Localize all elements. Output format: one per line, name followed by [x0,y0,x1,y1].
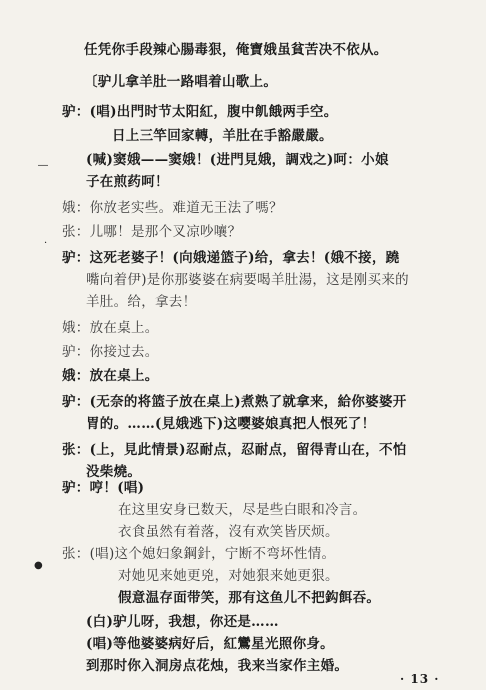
dialogue-line: 驴：你接过去。 [62,344,159,360]
dialogue-line: 驴：(唱)出門时节太阳紅，腹中飢餓两手空。 [62,104,338,120]
verse-line: 衣食虽然有着落，沒有欢笑皆厌烦。 [118,524,339,540]
dialogue-line: 张：(唱)这个媳妇象鋼針，宁断不弯坏性情。 [62,546,336,562]
text-line: (白)驴儿呀，我想，你还是…… [86,614,279,630]
page-number: · 13 · [400,672,440,686]
text-line: 羊肚。给，拿去！ [86,294,197,310]
margin-tick-mark: · [44,238,48,249]
dialogue-line: 张：(上，見此情景)忍耐点，忍耐点，留得青山在，不怕 [62,442,407,458]
dialogue-line: 驴：哼！(唱) [62,480,145,496]
verse-line: 在这里安身已数天，尽是些白眼和冷言。 [118,502,367,518]
stage-direction: 〔驴儿拿羊肚一路唱着山歌上。 [84,74,278,90]
text-line: 到那时你入洞房点花烛，我来当家作主婚。 [86,658,349,674]
dialogue-line: 娥：放在桌上。 [62,320,159,336]
dialogue-line: 娥：放在桌上。 [62,368,159,384]
margin-dot-mark: ● [34,560,43,571]
margin-tick-mark: ― [38,160,48,171]
dialogue-line: 驴：(无奈的将篮子放在桌上)煮熟了就拿来，給你婆婆开 [62,394,407,410]
dialogue-line: 驴：这死老婆子！(向娥递篮子)给，拿去！(娥不接，蹺 [62,250,400,266]
text-line: (喊)窦娥——窦娥！(进門見娥，調戏之)呵：小娘 [86,152,389,168]
verse-line: 假意温存面带笑，那有这鱼儿不把鈎餌吞。 [118,590,381,606]
text-line: 胃的。……(見娥逃下)这嘤婆娘真把人恨死了！ [86,416,376,432]
text-line: 子在煎药呵！ [86,174,169,190]
text-line: (唱)等他婆婆病好后，紅鸞星光照你身。 [86,636,334,652]
text-line: 没柴燒。 [86,464,142,480]
text-line: 嘴向着伊)是你那婆婆在病要喝羊肚湯，这是刚买来的 [86,272,409,288]
text-line: 日上三竿回家轉，羊肚在手豁嚴嚴。 [112,128,333,144]
text-line: 任凭你手段辣心腸毒狠，俺寶娥虽貧苦决不依从。 [84,42,388,58]
dialogue-line: 娥：你放老实些。难道无王法了嗎？ [62,200,283,216]
dialogue-line: 张：儿哪！是那个叉凉吵嚷？ [62,224,242,240]
verse-line: 对她见来她更兇，对她狠来她更狠。 [118,568,339,584]
